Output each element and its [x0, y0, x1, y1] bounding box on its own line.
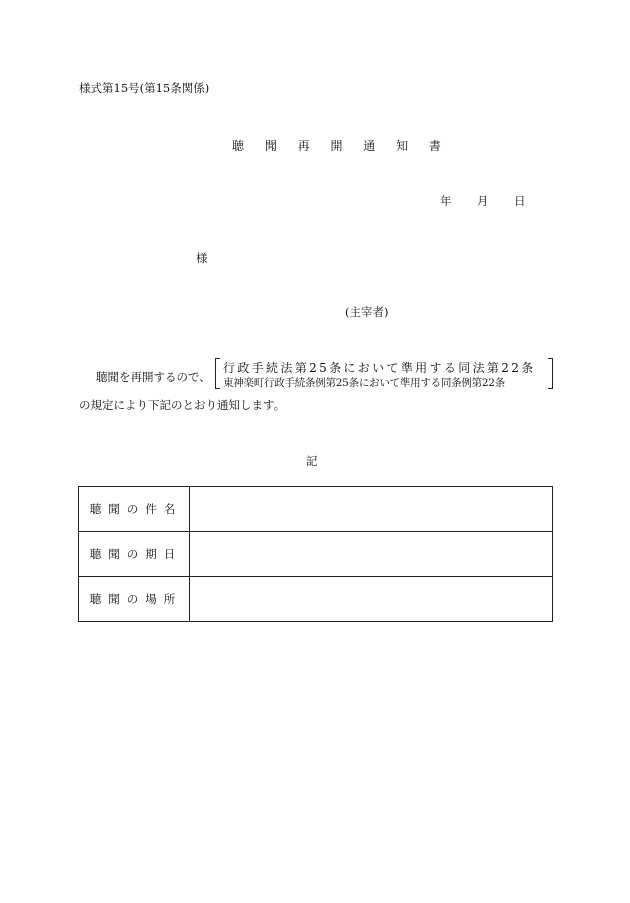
table-row	[79, 487, 553, 532]
document-title: 聴 聞 再 開 通 知 書	[232, 139, 450, 153]
table-row	[79, 532, 553, 577]
date-year-label: 年	[440, 194, 452, 208]
hearing-place-label: 聴聞の場所	[79, 577, 190, 622]
hearing-subject-field[interactable]	[190, 487, 553, 532]
law-option-national: 行政手続法第25条において準用する同法第22条	[223, 361, 536, 375]
left-bracket	[215, 358, 220, 389]
hearing-info-table	[78, 486, 553, 622]
organizer-label: (主宰者)	[345, 305, 389, 319]
body-lead-text: 聴聞を再開するので、	[96, 370, 211, 384]
date-month-label: 月	[477, 194, 489, 208]
date-day-label: 日	[514, 194, 526, 208]
form-number: 様式第15号(第15条関係)	[79, 81, 210, 95]
law-option-ordinance: 東神楽町行政手続条例第25条において準用する同条例第22条	[223, 377, 505, 389]
date-line	[440, 193, 526, 209]
hearing-date-label: 聴聞の期日	[79, 532, 190, 577]
hearing-date-field[interactable]	[190, 532, 553, 577]
right-bracket	[548, 358, 553, 389]
ki-heading: 記	[306, 454, 318, 468]
addressee-suffix: 様	[196, 251, 208, 265]
body-tail-text: の規定により下記のとおり通知します。	[79, 398, 286, 412]
table-row	[79, 577, 553, 622]
hearing-subject-label: 聴聞の件名	[79, 487, 190, 532]
hearing-place-field[interactable]	[190, 577, 553, 622]
